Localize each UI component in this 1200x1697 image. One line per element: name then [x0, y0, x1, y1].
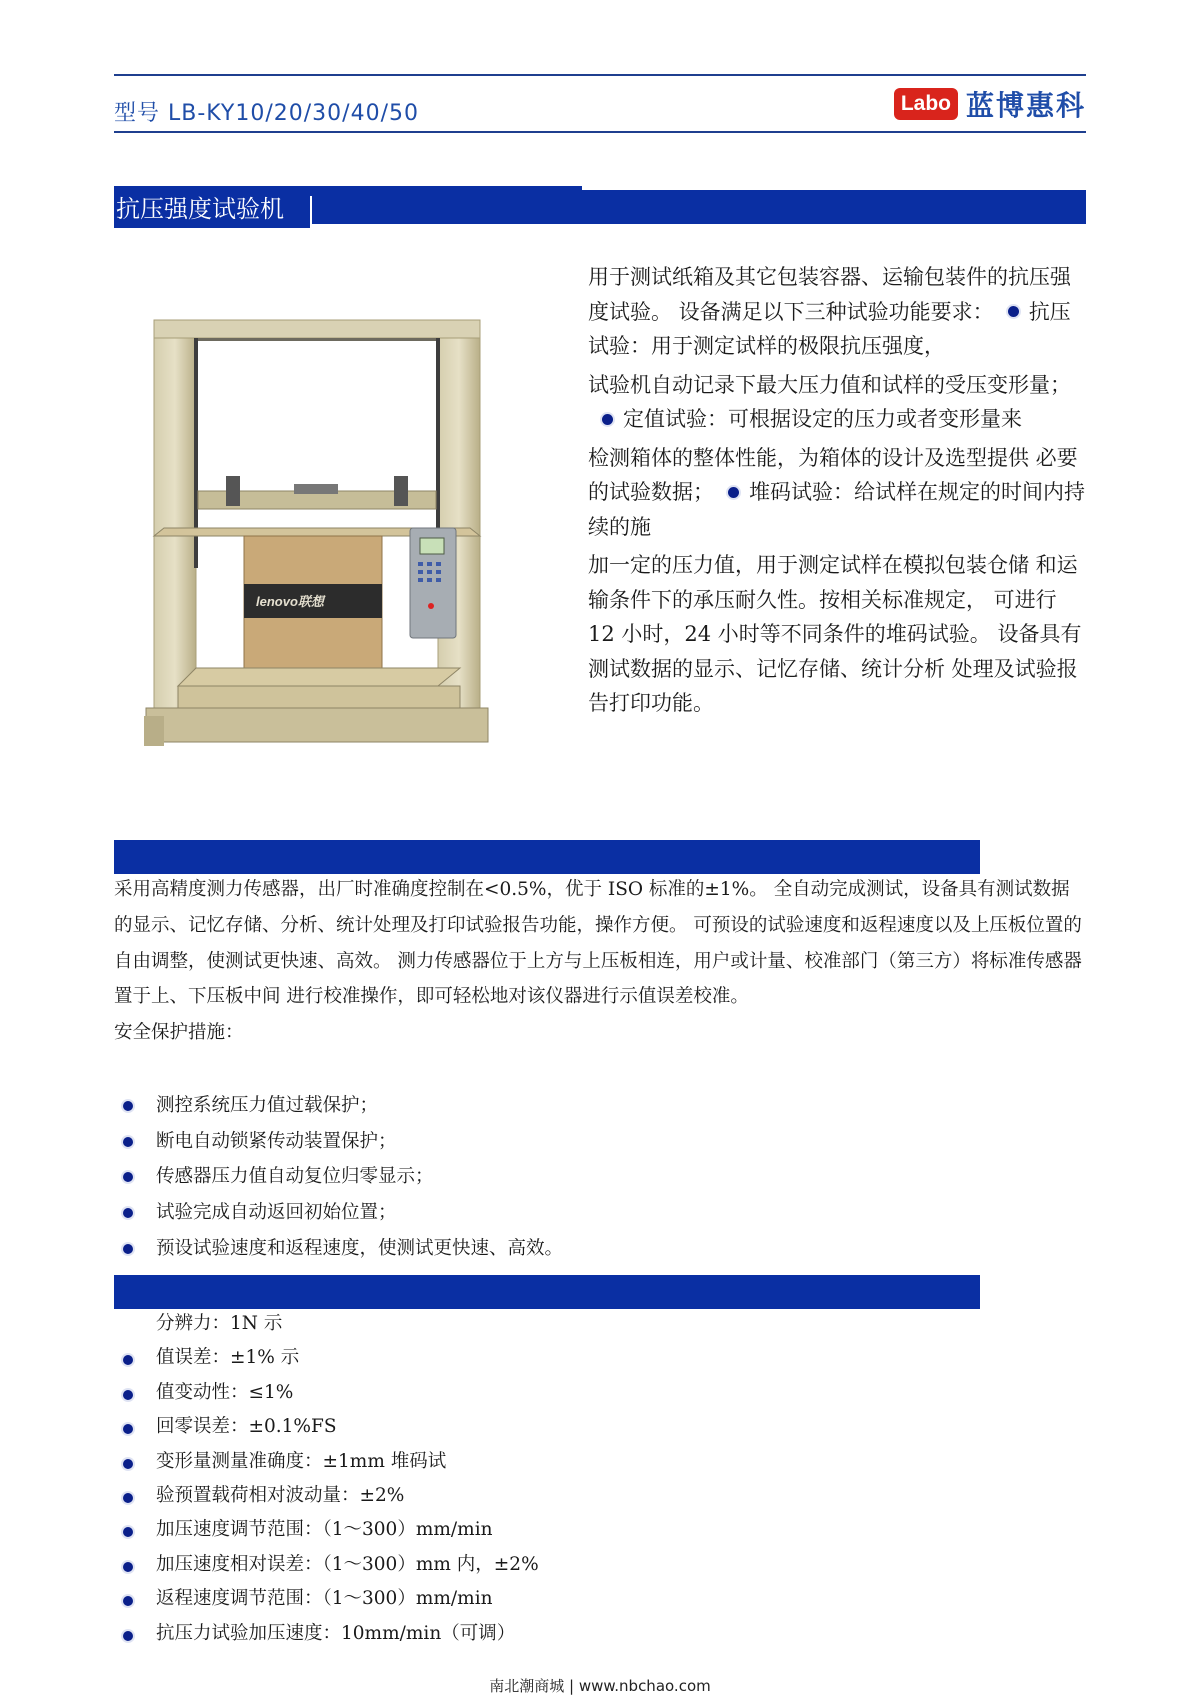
box-brand-label: lenovo联想 — [256, 594, 324, 609]
list-item: 传感器压力值自动复位归零显示； — [114, 1159, 1014, 1195]
bullet-dot-icon — [728, 487, 739, 498]
bullet-dot-icon — [123, 1631, 133, 1641]
safety-list — [114, 1088, 1014, 1266]
bullet-dot-icon — [123, 1244, 133, 1254]
logo-text: 蓝博惠科 — [965, 89, 1086, 122]
bullet-dot-icon — [123, 1562, 133, 1572]
page-footer: 南北潮商城 | www.nbchao.com — [489, 1677, 711, 1695]
bullet-dot-icon — [123, 1527, 133, 1537]
list-item: 加压速度调节范围：（1～300）mm/min — [114, 1513, 1014, 1547]
safety-title: 安全保护措施： — [114, 1022, 244, 1044]
bullet-dot-icon — [602, 414, 613, 425]
list-item: 值误差：±1% 示 — [114, 1341, 1014, 1375]
header-top-rule — [114, 74, 1086, 76]
list-item: 验预置载荷相对波动量：±2% — [114, 1479, 1014, 1513]
page-title: 抗压强度试验机 — [114, 190, 310, 228]
specs-list — [114, 1307, 1014, 1651]
logo-badge: Labo — [894, 88, 958, 120]
specs-section-bar — [114, 1275, 980, 1309]
bullet-dot-icon — [123, 1208, 133, 1218]
list-item: 返程速度调节范围：（1～300）mm/min — [114, 1582, 1014, 1616]
bullet-dot-icon — [123, 1101, 133, 1111]
model-number: 型号 LB-KY10/20/30/40/50 — [114, 101, 419, 126]
list-item: 值变动性：≤1% — [114, 1376, 1014, 1410]
intro-paragraph-1: 用于测试纸箱及其它包装容器、运输包装件的抗压强度试验。 设备满足以下三种试验功能要求： 抗压试验：用于测定试样的极限抗压强度， — [588, 265, 1071, 358]
intro-paragraph-3: 检测箱体的整体性能，为箱体的设计及选型提供 必要的试验数据； 堆码试验：给试样在规定的时间内持续的施 — [588, 445, 1085, 539]
list-item: 预设试验速度和返程速度，使测试更快速、高效。 — [114, 1231, 1014, 1267]
intro-paragraph-4: 加一定的压力值，用于测定试样在模拟包装仓储 和运输条件下的承压耐久性。按相关标准规定， 可进行 12 小时，24 小时等不同条件的堆码试验。 设备具有测试数据的显示、记忆存储、统计分析 处理及试验报告打印功能。 — [588, 553, 1082, 715]
list-item: 加压速度相对误差：（1～300）mm 内，±2% — [114, 1548, 1014, 1582]
spec-item-first: 分辨力：1N 示 — [156, 1313, 283, 1334]
bullet-dot-icon — [123, 1493, 133, 1503]
intro-paragraph — [588, 260, 1088, 725]
bullet-dot-icon — [123, 1596, 133, 1606]
list-item: 测控系统压力值过载保护； — [114, 1088, 1014, 1124]
list-item: 抗压力试验加压速度：10mm/min（可调） — [114, 1617, 1014, 1651]
list-item: 变形量测量准确度：±1mm 堆码试 — [114, 1445, 1014, 1479]
list-item: 回零误差：±0.1%FS — [114, 1410, 1014, 1444]
title-bar-right — [582, 190, 1086, 224]
title-bar-mid — [312, 196, 582, 224]
product-photo — [144, 316, 490, 746]
bullet-dot-icon — [123, 1355, 133, 1365]
bullet-dot-icon — [123, 1137, 133, 1147]
bullet-dot-icon — [1008, 306, 1019, 317]
bullet-dot-icon — [123, 1424, 133, 1434]
features-section-bar — [114, 840, 980, 874]
brand-logo — [894, 84, 1086, 124]
header-bottom-rule — [114, 131, 1086, 133]
bullet-dot-icon — [123, 1390, 133, 1400]
bullet-dot-icon — [123, 1459, 133, 1469]
list-item: 试验完成自动返回初始位置； — [114, 1195, 1014, 1231]
bullet-dot-icon — [123, 1172, 133, 1182]
features-text: 采用高精度测力传感器，出厂时准确度控制在<0.5%，优于 ISO 标准的±1%。 全自动完成测试，设备具有测试数据的显示、记忆存储、分析、统计处理及打印试验报告功能，操作方便。 可预设的试验速度和返程速度以及上压板位置的自由调整，使测试更快速、高效。 测力传感器位于上方与上压板相连，用户或计量、校准部门（第三方）将标准传感器置于上、下压板中间 进行校准操作，即可轻松地对该仪器进行示值误差校准。 安全保护措施： — [114, 872, 1086, 1051]
list-item: 断电自动锁紧传动装置保护； — [114, 1124, 1014, 1160]
intro-paragraph-2: 试验机自动记录下最大压力值和试样的受压变形量；定值试验：可根据设定的压力或者变形量来 — [588, 372, 1071, 431]
